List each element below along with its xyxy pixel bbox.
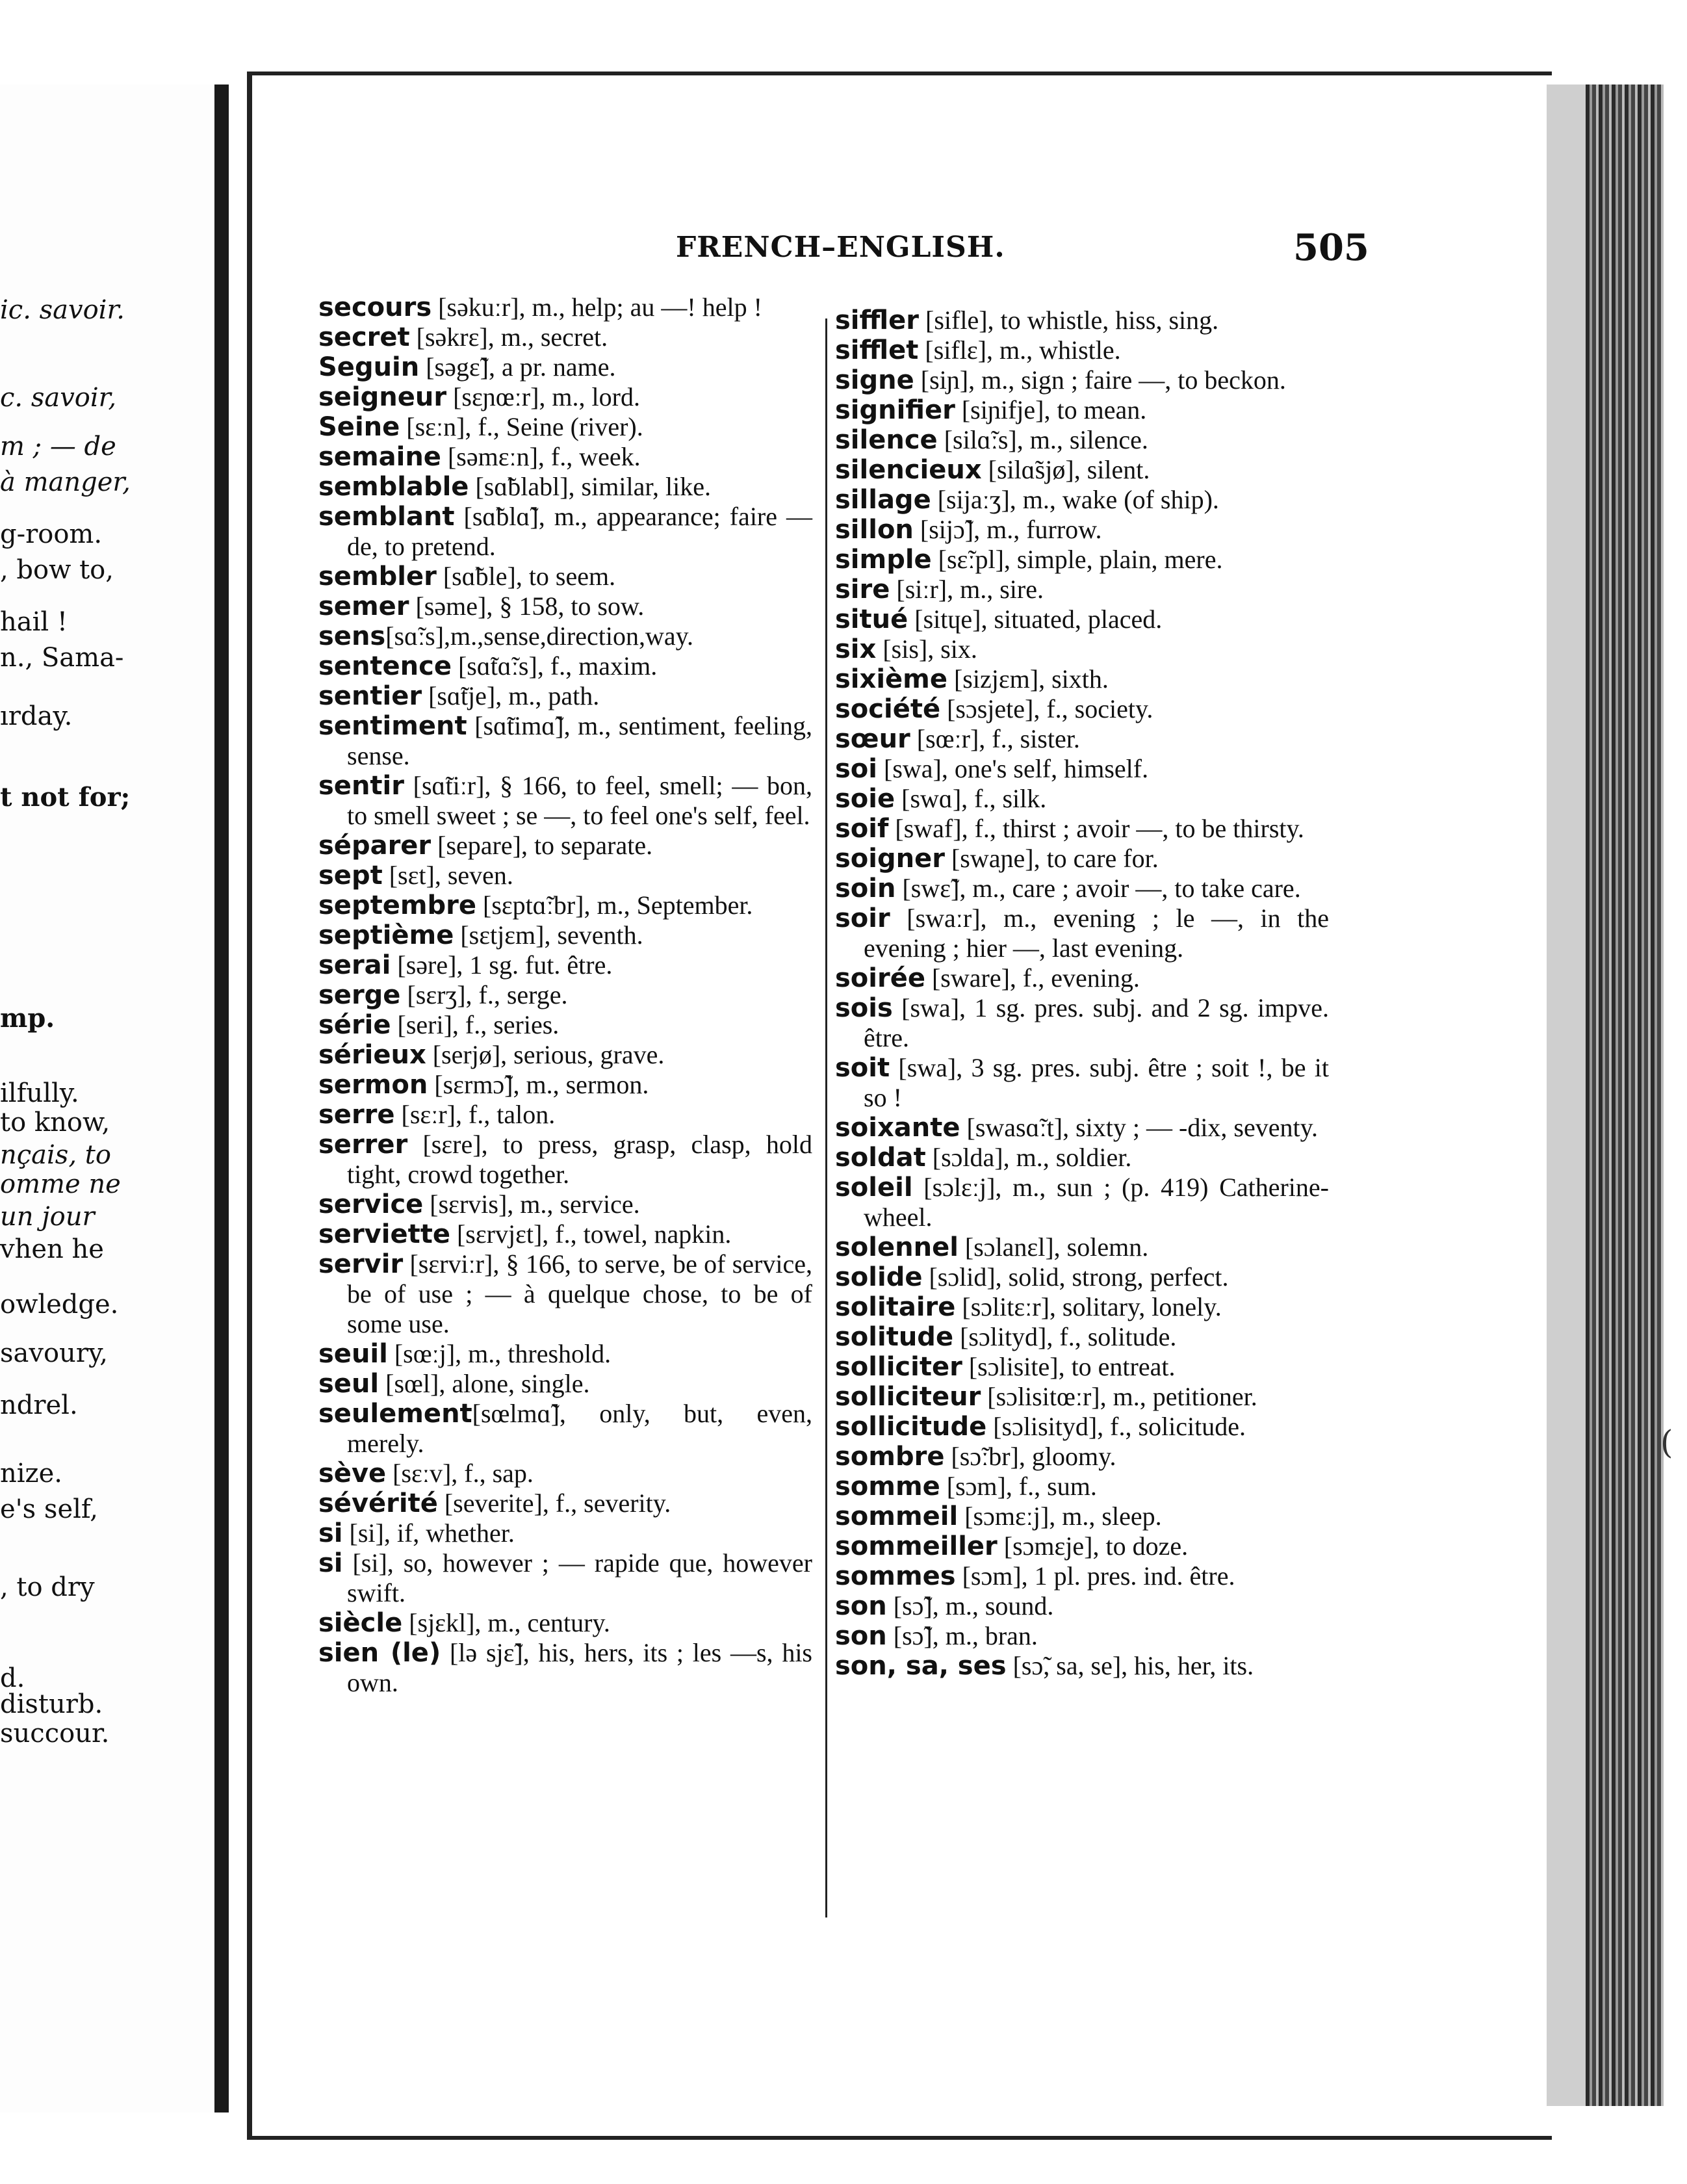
entry-definition: [sɔlɛːj], m., sun ; (p. 419) Catherine-wheel.	[864, 1173, 1329, 1232]
entry-definition: [swɑ], f., silk.	[895, 784, 1047, 813]
entry-headword: sixième	[835, 664, 947, 694]
entry-definition: [swaːr], m., evening ; le —, in the evening ; hier —, last evening.	[864, 904, 1329, 963]
entry-headword: solliciter	[835, 1352, 962, 1382]
entry-definition: [sɛːn], f., Seine (river).	[400, 412, 643, 441]
entry-definition: [sɛrvjɛt], f., towel, napkin.	[450, 1219, 732, 1249]
dictionary-entry	[318, 1100, 812, 1130]
entry-definition: [sɔlanɛl], solemn.	[958, 1232, 1149, 1262]
entry-headword: sept	[318, 861, 383, 890]
entry-headword: sillon	[835, 515, 914, 545]
dictionary-entry	[835, 844, 1329, 874]
entry-definition: [sɛrviːr], § 166, to serve, be of service, be of use ; — à quelque chose, to be of some use.	[347, 1249, 812, 1338]
entry-headword: série	[318, 1010, 391, 1040]
dictionary-entry	[835, 754, 1329, 784]
entry-headword: sois	[835, 993, 893, 1023]
entry-definition: [sɑ̃tje], m., path.	[422, 681, 600, 710]
left-page-fragment: owledge.	[0, 1290, 119, 1320]
entry-definition: [sɛt], seven.	[382, 861, 513, 890]
entry-definition: [separe], to separate.	[431, 831, 653, 860]
entry-definition: [silɑ̃sjø], silent.	[981, 455, 1150, 484]
entry-definition: [sɔmɛːj], m., sleep.	[958, 1502, 1162, 1531]
entry-definition: [sɛ̃ːpl], simple, plain, mere.	[931, 545, 1223, 574]
dictionary-entry	[835, 1651, 1329, 1681]
entry-definition: [sitɥe], situated, placed.	[908, 604, 1163, 634]
left-page-fragment: nize.	[0, 1459, 63, 1488]
left-page-fragment: ic. savoir.	[0, 295, 125, 325]
entry-definition: [səkuːr], m., help; au —! help !	[431, 292, 762, 322]
dictionary-entry	[318, 1608, 812, 1638]
entry-definition: [swa], 3 sg. pres. subj. être ; soit !, be it so !	[864, 1053, 1329, 1112]
dictionary-entry	[835, 1113, 1329, 1143]
dictionary-entry	[835, 634, 1329, 664]
entry-definition: [sɑ̃ːs],m.,sense,direction,way.	[385, 621, 694, 651]
entry-headword: sembler	[318, 562, 437, 592]
entry-definition: [seri], f., series.	[391, 1010, 560, 1039]
entry-definition: [səme], § 158, to sow.	[409, 592, 645, 621]
dictionary-entry	[318, 861, 812, 890]
entry-headword: soir	[835, 904, 890, 933]
dictionary-entry	[835, 335, 1329, 365]
dictionary-entry	[835, 904, 1329, 963]
dictionary-entry	[835, 1561, 1329, 1591]
entry-definition: [sɛtjɛm], seventh.	[454, 920, 643, 950]
left-page-fragment: savoury,	[0, 1338, 108, 1368]
entry-definition: [sɔm], 1 pl. pres. ind. être.	[955, 1561, 1235, 1591]
entry-definition: [sɛrvis], m., service.	[423, 1190, 640, 1219]
left-page-fragment: c. savoir,	[0, 383, 117, 413]
entry-headword: solide	[835, 1262, 923, 1292]
entry-headword: sermon	[318, 1070, 428, 1100]
entry-definition: [sɑ̃timɑ̃], m., sentiment, feeling, sense.	[347, 711, 812, 770]
entry-definition: [səgɛ̃], a pr. name.	[419, 352, 616, 382]
dictionary-entry	[835, 306, 1329, 335]
dictionary-entry	[835, 784, 1329, 814]
entry-headword: son	[835, 1591, 887, 1621]
dictionary-entry	[835, 604, 1329, 634]
entry-definition: [severite], f., severity.	[437, 1488, 671, 1518]
entry-definition: [sœlmɑ̃], only, but, even, merely.	[347, 1399, 812, 1458]
dictionary-entry	[318, 1339, 812, 1369]
entry-headword: seulement	[318, 1399, 472, 1429]
entry-definition: [sœl], alone, single.	[379, 1369, 590, 1398]
entry-definition: [sɑ̃blɑ̃], m., appearance; faire — de, to pretend.	[347, 502, 812, 561]
dictionary-entry	[318, 1040, 812, 1070]
dictionary-entry	[835, 575, 1329, 604]
entry-definition: [sɔmɛje], to doze.	[997, 1531, 1189, 1561]
left-page-fragment: m ; — de	[0, 432, 116, 462]
entry-definition: [sɑ̃tɑ̃ːs], f., maxim.	[451, 651, 658, 681]
entry-definition: [sɛːr], f., talon.	[394, 1100, 556, 1129]
dictionary-column-left	[318, 292, 812, 1698]
entry-headword: solennel	[835, 1232, 959, 1262]
book-gutter	[214, 84, 229, 2112]
entry-headword: soie	[835, 784, 895, 814]
entry-headword: sollicitude	[835, 1412, 987, 1442]
dictionary-entry	[835, 1173, 1329, 1232]
entry-headword: serai	[318, 950, 391, 980]
entry-headword: siffler	[835, 306, 920, 335]
entry-headword: secret	[318, 322, 410, 352]
entry-definition: [si], if, whether.	[342, 1518, 515, 1548]
entry-headword: service	[318, 1190, 424, 1219]
entry-headword: sien (le)	[318, 1638, 441, 1668]
entry-headword: sommeil	[835, 1502, 959, 1531]
entry-definition: [səmɛːn], f., week.	[441, 442, 641, 471]
left-page-fragment: nçais, to	[0, 1140, 111, 1170]
dictionary-entry	[835, 1531, 1329, 1561]
entry-headword: simple	[835, 545, 932, 575]
entry-definition: [sɛrʒ], f., serge.	[400, 980, 568, 1009]
entry-headword: secours	[318, 292, 432, 322]
entry-headword: soin	[835, 874, 896, 904]
dictionary-entry	[835, 664, 1329, 694]
entry-headword: sillage	[835, 485, 931, 515]
entry-headword: signifier	[835, 395, 955, 425]
entry-definition: [sware], f., evening.	[925, 963, 1140, 993]
entry-definition: [sɔ̃ːbr], gloomy.	[944, 1442, 1116, 1471]
dictionary-entry	[835, 1412, 1329, 1442]
dictionary-entry	[318, 1219, 812, 1249]
entry-headword: sève	[318, 1459, 387, 1488]
entry-definition: [swa], 1 sg. pres. subj. and 2 sg. impve. être.	[864, 993, 1329, 1052]
entry-headword: sentiment	[318, 711, 467, 741]
entry-headword: serge	[318, 980, 401, 1010]
left-page-fragment: mp.	[0, 1003, 55, 1034]
entry-definition: [siɲ], m., sign ; faire —, to beckon.	[914, 365, 1286, 395]
dictionary-entry	[835, 1262, 1329, 1292]
dictionary-entry	[318, 831, 812, 861]
dictionary-entry	[318, 562, 812, 592]
left-page-fragment: à manger,	[0, 467, 131, 497]
entry-definition: [sijaːʒ], m., wake (of ship).	[931, 485, 1219, 514]
entry-definition: [sɔ̃], m., sound.	[886, 1591, 1054, 1620]
left-page-fragment: hail !	[0, 607, 68, 637]
dictionary-entry	[318, 1369, 812, 1399]
dictionary-entry	[318, 1070, 812, 1100]
entry-definition: [si], so, however ; — rapide que, however swift.	[342, 1548, 812, 1607]
dictionary-entry	[835, 1053, 1329, 1113]
entry-headword: soirée	[835, 963, 925, 993]
entry-headword: seuil	[318, 1339, 388, 1369]
entry-headword: semblant	[318, 502, 455, 532]
dictionary-entry	[835, 993, 1329, 1053]
dictionary-entry	[318, 412, 812, 442]
entry-definition: [silɑ̃ːs], m., silence.	[937, 425, 1148, 454]
entry-headword: septième	[318, 920, 454, 950]
entry-definition: [sizjɛm], sixth.	[947, 664, 1109, 694]
entry-definition: [sɔsjete], f., society.	[940, 694, 1153, 723]
dictionary-entry	[835, 1382, 1329, 1412]
entry-headword: semblable	[318, 472, 469, 502]
left-page-fragment: to know,	[0, 1108, 110, 1138]
dictionary-entry	[318, 1399, 812, 1459]
dictionary-entry	[318, 1548, 812, 1608]
dictionary-column-right	[835, 306, 1329, 1681]
dictionary-entry	[318, 771, 812, 831]
left-page-fragment: omme ne	[0, 1169, 121, 1199]
entry-headword: solliciteur	[835, 1382, 981, 1412]
dictionary-entry	[318, 1010, 812, 1040]
dictionary-entry	[318, 980, 812, 1010]
dictionary-entry	[835, 1352, 1329, 1382]
entry-definition: [swasɑ̃ːt], sixty ; — -dix, seventy.	[960, 1113, 1319, 1142]
running-header: FRENCH–ENGLISH.	[676, 231, 1005, 264]
entry-headword: siècle	[318, 1608, 403, 1638]
dictionary-entry	[318, 950, 812, 980]
dictionary-entry	[318, 681, 812, 711]
column-divider	[825, 318, 827, 1918]
dictionary-entry	[835, 1502, 1329, 1531]
entry-definition: [səkrɛ], m., secret.	[409, 322, 608, 352]
entry-definition: [səre], 1 sg. fut. être.	[391, 950, 613, 980]
dictionary-entry	[835, 1292, 1329, 1322]
entry-definition: [sɑ̃ble], to seem.	[436, 562, 616, 591]
entry-headword: seul	[318, 1369, 380, 1399]
dictionary-entry	[318, 920, 812, 950]
entry-definition: [serjø], serious, grave.	[426, 1040, 665, 1069]
dictionary-entry	[835, 1442, 1329, 1472]
entry-headword: semer	[318, 592, 409, 621]
left-page-fragment: , bow to,	[0, 555, 114, 585]
entry-headword: si	[318, 1518, 343, 1548]
entry-definition: [swaɲe], to care for.	[944, 844, 1159, 873]
dictionary-entry	[318, 1488, 812, 1518]
left-page-fragment: , to dry	[0, 1572, 95, 1602]
entry-definition: [sɔlda], m., soldier.	[925, 1143, 1132, 1172]
dictionary-entry	[318, 1130, 812, 1190]
dictionary-entry	[318, 1518, 812, 1548]
dictionary-entry	[835, 485, 1329, 515]
entry-definition: [sɛrmɔ̃], m., sermon.	[428, 1070, 649, 1099]
entry-headword: son	[835, 1621, 887, 1651]
left-page-fragment: ilfully.	[0, 1078, 79, 1108]
entry-definition: [sœːj], m., threshold.	[387, 1339, 612, 1368]
entry-headword: situé	[835, 604, 908, 634]
entry-headword: six	[835, 634, 877, 664]
entry-definition: [swa], one's self, himself.	[877, 754, 1149, 783]
dictionary-entry	[318, 1190, 812, 1219]
entry-definition: [sɔ̃], m., bran.	[886, 1621, 1038, 1650]
entry-headword: sens	[318, 621, 386, 651]
dictionary-entry	[835, 1322, 1329, 1352]
entry-headword: société	[835, 694, 941, 724]
entry-headword: soit	[835, 1053, 890, 1083]
dictionary-entry	[835, 814, 1329, 844]
dictionary-entry	[835, 545, 1329, 575]
entry-definition: [sɔlityd], f., solitude.	[953, 1322, 1177, 1351]
entry-headword: soleil	[835, 1173, 913, 1202]
dictionary-entry	[835, 1472, 1329, 1502]
entry-definition: [sifle], to whistle, hiss, sing.	[919, 306, 1219, 335]
entry-headword: semaine	[318, 442, 441, 472]
left-page-fragment: ırday.	[0, 701, 73, 731]
entry-definition: [lə sjɛ̃], his, hers, its ; les —s, his own.	[347, 1638, 812, 1697]
entry-headword: septembre	[318, 890, 476, 920]
entry-headword: serre	[318, 1100, 395, 1130]
left-page-fragment: e's self,	[0, 1494, 98, 1524]
entry-headword: seigneur	[318, 382, 447, 412]
entry-definition: [sɔlisityd], f., solicitude.	[986, 1412, 1246, 1441]
dictionary-entry	[835, 455, 1329, 485]
dictionary-entry	[318, 442, 812, 472]
entry-definition: [sijɔ̃], m., furrow.	[913, 515, 1102, 544]
entry-headword: sifflet	[835, 335, 919, 365]
entry-headword: Seguin	[318, 352, 420, 382]
entry-headword: si	[318, 1548, 343, 1578]
entry-headword: sommeiller	[835, 1531, 998, 1561]
page-edge-shadow	[1547, 84, 1586, 2106]
entry-definition: [sɛre], to press, grasp, clasp, hold tight, crowd together.	[347, 1130, 812, 1189]
dictionary-entry	[318, 592, 812, 621]
entry-definition: [sis], six.	[876, 634, 977, 664]
dictionary-entry	[835, 1143, 1329, 1173]
entry-definition: [sɛːv], f., sap.	[386, 1459, 534, 1488]
dictionary-entry	[835, 694, 1329, 724]
dictionary-entry	[318, 890, 812, 920]
dictionary-entry	[318, 472, 812, 502]
entry-headword: serviette	[318, 1219, 450, 1249]
entry-definition: [swaf], f., thirst ; avoir —, to be thirsty.	[888, 814, 1304, 843]
entry-headword: solitude	[835, 1322, 954, 1352]
entry-definition: [sɛptɑ̃ːbr], m., September.	[476, 890, 753, 920]
entry-headword: sévérité	[318, 1488, 438, 1518]
left-page-fragment: d.	[0, 1663, 25, 1693]
entry-headword: silence	[835, 425, 938, 455]
dictionary-entry	[835, 724, 1329, 754]
entry-definition: [sɛɲœːr], m., lord.	[446, 382, 640, 411]
entry-headword: son, sa, ses	[835, 1651, 1007, 1681]
dictionary-entry	[835, 425, 1329, 455]
entry-definition: [sɔlid], solid, strong, perfect.	[922, 1262, 1229, 1292]
dictionary-entry	[835, 1621, 1329, 1651]
entry-headword: séparer	[318, 831, 431, 861]
dictionary-entry	[835, 1591, 1329, 1621]
entry-headword: sommes	[835, 1561, 956, 1591]
entry-definition: [swɛ̃], m., care ; avoir —, to take care.	[895, 874, 1301, 903]
dictionary-entry	[318, 322, 812, 352]
entry-definition: [siːr], m., sire.	[890, 575, 1044, 604]
left-page-fragment: disturb.	[0, 1689, 103, 1719]
entry-headword: sentir	[318, 771, 404, 801]
dictionary-entry	[318, 1459, 812, 1488]
entry-headword: sentier	[318, 681, 422, 711]
entry-definition: [siflɛ], m., whistle.	[918, 335, 1121, 365]
entry-definition: [sɔlisite], to entreat.	[962, 1352, 1176, 1381]
entry-headword: serrer	[318, 1130, 408, 1160]
dictionary-entry	[835, 963, 1329, 993]
entry-definition: [sɑ̃tiːr], § 166, to feel, smell; — bon, to smell sweet ; se —, to feel one's self, feel.	[347, 771, 812, 830]
left-page-fragment: un jour	[0, 1202, 95, 1232]
left-page-fragment: ndrel.	[0, 1390, 78, 1420]
dictionary-entry	[318, 1249, 812, 1339]
dictionary-entry	[318, 292, 812, 322]
entry-headword: servir	[318, 1249, 404, 1279]
dictionary-entry	[318, 651, 812, 681]
entry-definition: [sɔm], f., sum.	[940, 1472, 1097, 1501]
left-page-fragment: g-room.	[0, 519, 103, 549]
entry-headword: sœur	[835, 724, 910, 754]
page-number: 505	[1293, 226, 1369, 269]
entry-headword: signe	[835, 365, 914, 395]
dictionary-entry	[835, 1232, 1329, 1262]
dictionary-entry	[318, 352, 812, 382]
dictionary-entry	[318, 621, 812, 651]
entry-headword: silencieux	[835, 455, 982, 485]
left-page-fragment: t not for;	[0, 782, 131, 812]
dictionary-entry	[835, 874, 1329, 904]
entry-definition: [sɔ̃, sa, se], his, her, its.	[1006, 1651, 1254, 1680]
left-page	[0, 84, 221, 2112]
dictionary-entry	[835, 365, 1329, 395]
dictionary-entry	[318, 382, 812, 412]
entry-headword: Seine	[318, 412, 400, 442]
entry-definition: [sœːr], f., sister.	[910, 724, 1080, 753]
entry-headword: soixante	[835, 1113, 960, 1143]
entry-definition: [sɑ̃blabl], similar, like.	[469, 472, 712, 501]
margin-mark: (	[1660, 1424, 1673, 1461]
left-page-fragment: succour.	[0, 1719, 110, 1748]
entry-definition: [sjɛkl], m., century.	[402, 1608, 610, 1637]
entry-headword: soif	[835, 814, 889, 844]
entry-headword: somme	[835, 1472, 940, 1502]
entry-definition: [sɔlisitœːr], m., petitioner.	[981, 1382, 1257, 1411]
dictionary-entry	[318, 711, 812, 771]
entry-headword: solitaire	[835, 1292, 956, 1322]
entry-headword: sérieux	[318, 1040, 426, 1070]
dictionary-entry	[318, 502, 812, 562]
entry-headword: sire	[835, 575, 890, 604]
entry-headword: soi	[835, 754, 877, 784]
entry-headword: soldat	[835, 1143, 926, 1173]
entry-headword: sombre	[835, 1442, 945, 1472]
dictionary-entry	[318, 1638, 812, 1698]
entry-headword: sentence	[318, 651, 452, 681]
entry-definition: [siɲifje], to mean.	[955, 395, 1147, 424]
dictionary-entry	[835, 395, 1329, 425]
left-page-fragment: n., Sama-	[0, 643, 124, 673]
dictionary-entry	[835, 515, 1329, 545]
entry-headword: soigner	[835, 844, 945, 874]
left-page-fragment: vhen he	[0, 1234, 104, 1264]
entry-definition: [sɔlitɛːr], solitary, lonely.	[955, 1292, 1222, 1321]
